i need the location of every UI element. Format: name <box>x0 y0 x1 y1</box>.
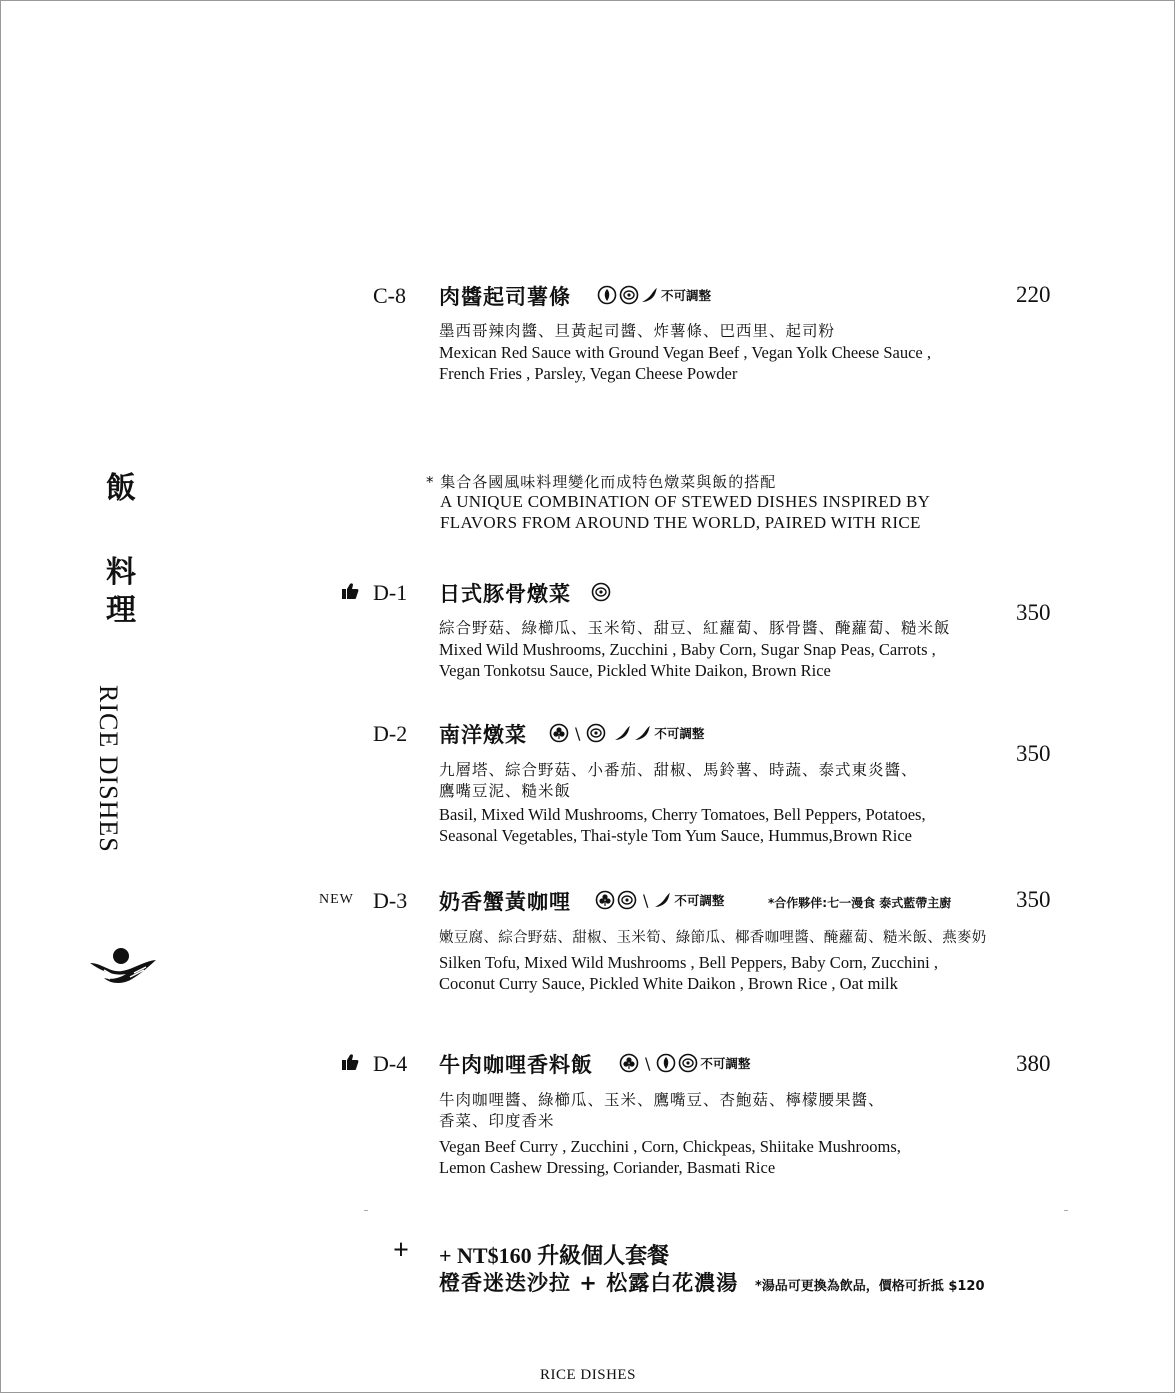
side-title-cn-3: 理 <box>106 593 136 628</box>
item-icons: \ 不可調整 <box>595 889 724 911</box>
item-price: 220 <box>1016 282 1051 307</box>
item-desc-cn: 墨西哥辣肉醬、旦黃起司醬、炸薯條、巴西里、起司粉 <box>439 322 836 340</box>
intro-en: A UNIQUE COMBINATION OF STEWED DISHES INSPIRED BY <box>440 492 931 511</box>
item-desc-cn: 香菜、印度香米 <box>439 1112 555 1130</box>
item-desc-en: Vegan Beef Curry , Zucchini , Corn, Chickpeas, Shiitake Mushrooms, <box>439 1137 901 1156</box>
upgrade-note: *湯品可更換為飲品，價格可折抵 $120 <box>755 1279 985 1294</box>
item-name: 牛肉咖哩香料飯 <box>439 1053 593 1077</box>
chili-icon <box>634 724 652 742</box>
item-desc-cn: 牛肉咖哩醬、綠櫛瓜、玉米、鷹嘴豆、杏鮑菇、檸檬腰果醬、 <box>439 1091 885 1109</box>
item-code: D-4 <box>373 1051 408 1076</box>
item-price: 350 <box>1016 741 1051 766</box>
item-desc-en: Mixed Wild Mushrooms, Zucchini , Baby Corn, Sugar Snap Peas, Carrots , <box>439 640 936 659</box>
upgrade-line-1: + NT$160 升級個人套餐 <box>439 1243 670 1268</box>
vegan-plant-icon <box>595 890 615 910</box>
item-name: 南洋燉菜 <box>439 723 527 747</box>
item-code: D-2 <box>373 721 408 746</box>
item-desc-en: Basil, Mixed Wild Mushrooms, Cherry Tomatoes, Bell Peppers, Potatoes, <box>439 805 926 824</box>
vegan-plant-icon <box>619 1053 639 1073</box>
side-title-en: RICE DISHES <box>94 685 123 853</box>
item-price: 380 <box>1016 1051 1051 1076</box>
intro-en: FLAVORS FROM AROUND THE WORLD, PAIRED WITH RICE <box>440 513 921 532</box>
footer-title: RICE DISHES <box>540 1367 636 1383</box>
item-name: 肉醬起司薯條 <box>439 285 571 309</box>
item-price: 350 <box>1016 887 1051 912</box>
upgrade-line-2: 橙香迷迭沙拉 + 松露白花濃湯 <box>439 1271 739 1295</box>
thumbs-up-icon <box>341 1053 359 1071</box>
five-pungent-icon <box>597 285 617 305</box>
item-name: 奶香蟹黃咖哩 <box>439 890 571 914</box>
item-note: 不可調整 <box>661 288 712 303</box>
item-desc-cn: 綜合野菇、綠櫛瓜、玉米筍、甜豆、紅蘿蔔、豚骨醬、醃蘿蔔、糙米飯 <box>439 619 951 637</box>
side-title-cn-2: 料 <box>106 555 136 590</box>
divider-mark <box>1064 1210 1068 1211</box>
side-title-cn-1: 飯 <box>106 471 136 506</box>
item-code: D-3 <box>373 888 408 913</box>
item-icons <box>591 581 611 603</box>
intro-cn: * 集合各國風味料理變化而成特色燉菜與飯的搭配 <box>426 473 777 491</box>
item-icons: \ 不可調整 <box>619 1052 750 1074</box>
item-desc-en: Lemon Cashew Dressing, Coriander, Basmati Rice <box>439 1158 776 1177</box>
item-code: D-1 <box>373 580 408 605</box>
partner-note: *合作夥伴:七一漫食 泰式藍帶主廚 <box>768 896 952 910</box>
egg-milk-icon <box>678 1053 698 1073</box>
vegan-plant-icon <box>549 723 569 743</box>
brand-logo-icon <box>88 943 158 985</box>
egg-milk-icon <box>617 890 637 910</box>
egg-milk-icon <box>586 723 606 743</box>
chili-icon <box>614 724 632 742</box>
item-price: 350 <box>1016 600 1051 625</box>
item-note: 不可調整 <box>674 893 725 908</box>
item-icons <box>597 284 711 306</box>
thumbs-up-icon <box>341 582 359 600</box>
plus-icon: + <box>393 1235 409 1266</box>
item-desc-en: French Fries , Parsley, Vegan Cheese Powder <box>439 364 738 383</box>
divider-mark <box>364 1210 368 1211</box>
item-desc-cn: 嫩豆腐、綜合野菇、甜椒、玉米筍、綠節瓜、椰香咖哩醬、醃蘿蔔、糙米飯、燕麥奶 <box>439 930 987 946</box>
item-desc-cn: 九層塔、綜合野菇、小番茄、甜椒、馬鈴薯、時蔬、泰式東炎醬、 <box>439 761 918 779</box>
item-name: 日式豚骨燉菜 <box>439 582 571 606</box>
item-code: C-8 <box>373 283 406 308</box>
chili-icon <box>654 891 672 909</box>
item-desc-cn: 鷹嘴豆泥、糙米飯 <box>439 782 572 800</box>
item-desc-en: Silken Tofu, Mixed Wild Mushrooms , Bell Peppers, Baby Corn, Zucchini , <box>439 953 938 972</box>
new-badge: NEW <box>319 892 354 907</box>
item-desc-en: Mexican Red Sauce with Ground Vegan Beef , Vegan Yolk Cheese Sauce , <box>439 343 931 362</box>
item-desc-en: Seasonal Vegetables, Thai-style Tom Yum Sauce, Hummus,Brown Rice <box>439 826 912 845</box>
chili-icon <box>641 286 659 304</box>
item-desc-en: Vegan Tonkotsu Sauce, Pickled White Daikon, Brown Rice <box>439 661 831 680</box>
item-icons: \ 不可調整 <box>549 722 704 744</box>
five-pungent-icon <box>656 1053 676 1073</box>
item-note: 不可調整 <box>654 726 705 741</box>
item-desc-en: Coconut Curry Sauce, Pickled White Daikon , Brown Rice , Oat milk <box>439 974 898 993</box>
item-note: 不可調整 <box>700 1056 751 1071</box>
egg-milk-icon <box>591 582 611 602</box>
egg-milk-icon <box>619 285 639 305</box>
